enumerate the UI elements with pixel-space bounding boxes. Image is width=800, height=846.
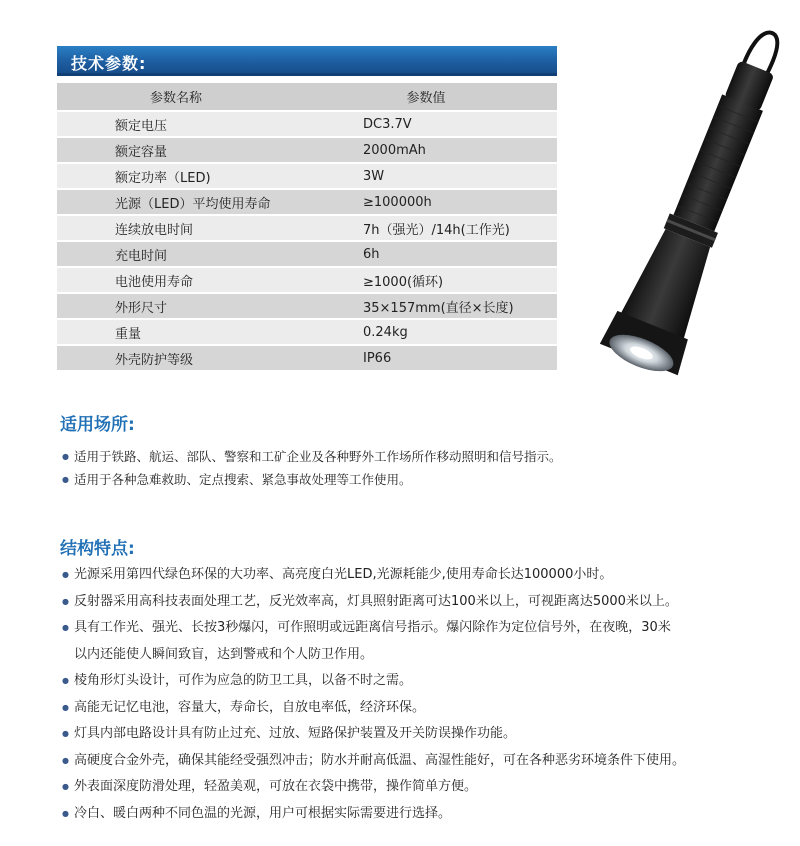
list-item: ● 外表面深度防滑处理，轻盈美观，可放在衣袋中携带，操作简单方便。: [62, 774, 685, 801]
table-row: [57, 189, 557, 215]
param-name: 额定功率（LED): [57, 163, 295, 189]
list-item: ● 棱角形灯头设计，可作为应急的防卫工具，以备不时之需。: [62, 668, 685, 695]
param-name: 额定电压: [57, 111, 295, 137]
param-value: 7h（强光）/14h(工作光): [295, 215, 557, 241]
list-item: ● 适用于各种急难救助、定点搜索、紧急事故处理等工作使用。: [62, 468, 562, 491]
param-value: ≥1000(循环): [295, 267, 557, 293]
list-item: ● 冷白、暖白两种不同色温的光源，用户可根据实际需要进行选择。: [62, 801, 685, 828]
param-value: 3W: [295, 163, 557, 189]
list-item: ● 灯具内部电路设计具有防止过充、过放、短路保护装置及开关防误操作功能。: [62, 721, 685, 748]
param-value: 0.24kg: [295, 319, 557, 345]
list-item: ● 高能无记忆电池，容量大，寿命长，自放电率低，经济环保。: [62, 695, 685, 722]
usage-list: [62, 445, 562, 491]
table-row: [57, 111, 557, 137]
list-item: [62, 615, 685, 668]
param-value: DC3.7V: [295, 111, 557, 137]
spec-title: 技术参数:: [71, 54, 147, 73]
table-row: [57, 137, 557, 163]
spec-header-bar: [57, 46, 557, 76]
spec-header-row: [57, 83, 557, 111]
table-row: [57, 241, 557, 267]
list-item: ● 高硬度合金外壳，确保其能经受强烈冲击；防水并耐高低温、高湿性能好，可在各种恶劣环境条件下使用。: [62, 748, 685, 775]
list-item: ● 适用于铁路、航运、部队、警察和工矿企业及各种野外工作场所作移动照明和信号指示。: [62, 445, 562, 468]
table-row: [57, 293, 557, 319]
features-list: [62, 562, 685, 827]
param-value: 2000mAh: [295, 137, 557, 163]
param-name: 额定容量: [57, 137, 295, 163]
table-row: [57, 319, 557, 345]
param-value: IP66: [295, 345, 557, 371]
list-item-continuation: 以内还能使人瞬间致盲，达到警戒和个人防卫作用。: [74, 646, 374, 662]
param-value: 35×157mm(直径×长度): [295, 293, 557, 319]
param-name: 外壳防护等级: [57, 345, 295, 371]
flashlight-icon: [585, 25, 785, 395]
features-title: 结构特点:: [60, 539, 135, 559]
param-value: 6h: [295, 241, 557, 267]
col-value-header: 参数值: [295, 83, 557, 111]
col-name-header: 参数名称: [57, 83, 295, 111]
usage-title: 适用场所:: [60, 415, 135, 435]
table-row: [57, 345, 557, 371]
spec-table: [57, 83, 557, 372]
table-row: [57, 215, 557, 241]
param-name: 充电时间: [57, 241, 295, 267]
table-row: [57, 163, 557, 189]
param-name: 连续放电时间: [57, 215, 295, 241]
table-row: [57, 267, 557, 293]
param-value: ≥100000h: [295, 189, 557, 215]
param-name: 电池使用寿命: [57, 267, 295, 293]
list-item-text: 具有工作光、强光、长按3秒爆闪，可作照明或远距离信号指示。爆闪除作为定位信号外，在夜晚，30米: [74, 620, 671, 635]
param-name: 外形尺寸: [57, 293, 295, 319]
list-item: ● 光源采用第四代绿色环保的大功率、高亮度白光LED,光源耗能少,使用寿命长达100000小时。: [62, 562, 685, 589]
param-name: 重量: [57, 319, 295, 345]
list-item: ● 反射器采用高科技表面处理工艺，反光效率高，灯具照射距离可达100米以上，可视距离达5000米以上。: [62, 589, 685, 616]
param-name: 光源（LED）平均使用寿命: [57, 189, 295, 215]
